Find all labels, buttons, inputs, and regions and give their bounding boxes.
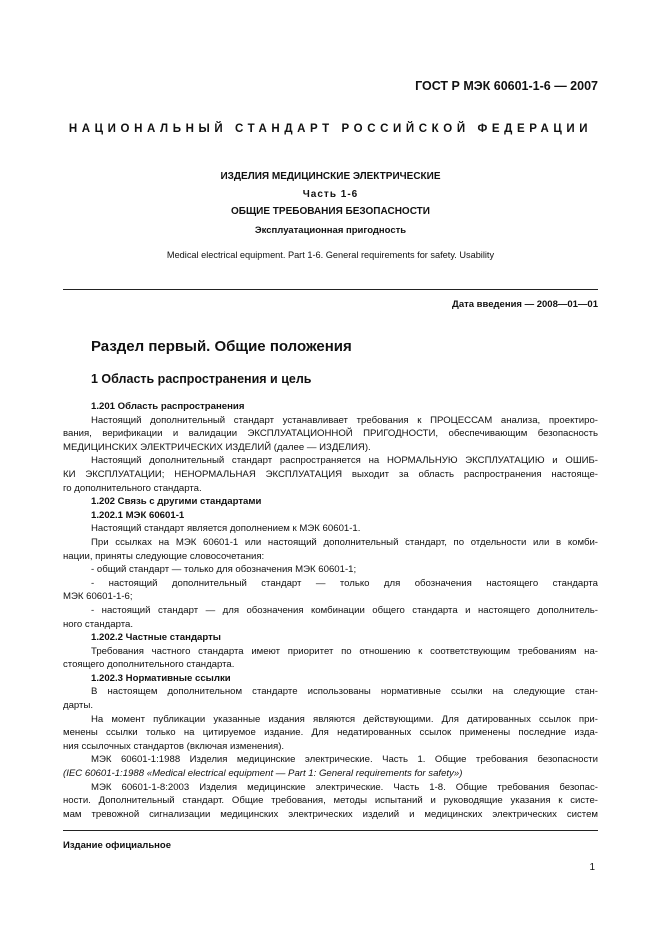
body-text xyxy=(63,400,598,821)
body-line: При ссылках на МЭК 60601-1 или настоящий дополнительный стандарт, по отдельности или в комби- xyxy=(91,536,598,548)
body-line: Настоящий стандарт является дополнением к МЭК 60601-1. xyxy=(91,523,361,535)
body-line: МЭК 60601-1:1988 Изделия медицинские электрические. Часть 1. Общие требования безопасности xyxy=(91,754,598,766)
official-edition-label: Издание официальное xyxy=(63,840,171,851)
body-line: Требования частного стандарта имеют приоритет по отношению к соответствующим требованиям на- xyxy=(91,645,598,657)
body-line: Настоящий дополнительный стандарт устанавливает требования к ПРОЦЕССАМ анализа, проектиро- xyxy=(91,414,598,426)
body-line: ности. Дополнительный стандарт. Общие требования, методы испытаний и руководящие указания к систе- xyxy=(63,795,598,807)
body-line: На момент публикации указанные издания являются действующими. Для датированных ссылок при- xyxy=(91,713,598,725)
body-line: ния ссылочных стандартов (включая изменения). xyxy=(63,740,285,752)
divider-bottom xyxy=(63,830,598,831)
title-english: Medical electrical equipment. Part 1-6. General requirements for safety. Usability xyxy=(166,250,495,260)
body-line: нации, приняты следующие словосочетания: xyxy=(63,550,265,562)
title-line-1: ИЗДЕЛИЯ МЕДИЦИНСКИЕ ЭЛЕКТРИЧЕСКИЕ xyxy=(220,171,441,182)
body-line: менены ссылки только на цитируемое издание. Для недатированных ссылок применены последние изда- xyxy=(63,727,598,739)
body-line: - настоящий дополнительный стандарт — только для обозначения настоящего стандарта xyxy=(91,577,598,589)
section-heading: 1 Область распространения и цель xyxy=(91,372,312,386)
page-number: 1 xyxy=(589,862,595,873)
section-title: Раздел первый. Общие положения xyxy=(91,338,352,355)
body-line: мам тревожной сигнализации медицинских электрических изделий и медицинских электрических систем xyxy=(63,808,598,820)
subheading-line: 1.202.3 Нормативные ссылки xyxy=(91,672,231,684)
title-line-3: ОБЩИЕ ТРЕБОВАНИЯ БЕЗОПАСНОСТИ xyxy=(231,206,430,217)
body-line: Настоящий дополнительный стандарт распространяется на НОРМАЛЬНУЮ ЭКСПЛУАТАЦИЮ и ОШИБ- xyxy=(91,455,598,467)
subheading-line: 1.202 Связь с другими стандартами xyxy=(91,496,262,508)
subheading-line: 1.202.1 МЭК 60601-1 xyxy=(91,509,185,521)
body-line: МЕДИЦИНСКИХ ЭЛЕКТРИЧЕСКИХ ИЗДЕЛИЙ (далее — ИЗДЕЛИЯ). xyxy=(63,441,371,453)
body-line: ного стандарта. xyxy=(63,618,133,630)
body-line: КИ ЭКСПЛУАТАЦИИ; НЕНОРМАЛЬНАЯ ЭКСПЛУАТАЦИЯ выходит за область распространения настояще- xyxy=(63,468,598,480)
divider-top xyxy=(63,289,598,290)
body-line: В настоящем дополнительном стандарте использованы нормативные ссылки на следующие стан- xyxy=(91,686,598,698)
body-line: го дополнительного стандарта. xyxy=(63,482,202,494)
subheading-line: 1.202.2 Частные стандарты xyxy=(91,632,221,644)
body-line: - настоящий стандарт — для обозначения комбинации общего стандарта и настоящего дополнитель- xyxy=(91,604,598,616)
body-line: (IEC 60601-1:1988 «Medical electrical equipment — Part 1: General requirements for safety») xyxy=(63,768,463,780)
body-line: МЭК 60601-1-6; xyxy=(63,591,133,603)
document-code: ГОСТ Р МЭК 60601-1-6 — 2007 xyxy=(415,79,598,93)
national-standard-heading: НАЦИОНАЛЬНЫЙ СТАНДАРТ РОССИЙСКОЙ ФЕДЕРАЦИИ xyxy=(68,123,593,135)
body-line: дарты. xyxy=(63,700,94,712)
body-line: вания, верификации и валидации ЭКСПЛУАТАЦИОННОЙ ПРИГОДНОСТИ, обеспечивающим безопасность xyxy=(63,428,598,440)
title-subtitle: Эксплуатационная пригодность xyxy=(254,225,407,236)
title-part: Часть 1-6 xyxy=(302,189,359,200)
body-line: стоящего дополнительного стандарта. xyxy=(63,659,235,671)
body-line: - общий стандарт — только для обозначения МЭК 60601-1; xyxy=(91,564,357,576)
intro-date: Дата введения — 2008—01—01 xyxy=(452,299,598,310)
subheading-line: 1.201 Область распространения xyxy=(91,401,245,412)
body-line: МЭК 60601-1-8:2003 Изделия медицинские электрические. Часть 1-8. Общие требования безопас- xyxy=(91,781,598,793)
